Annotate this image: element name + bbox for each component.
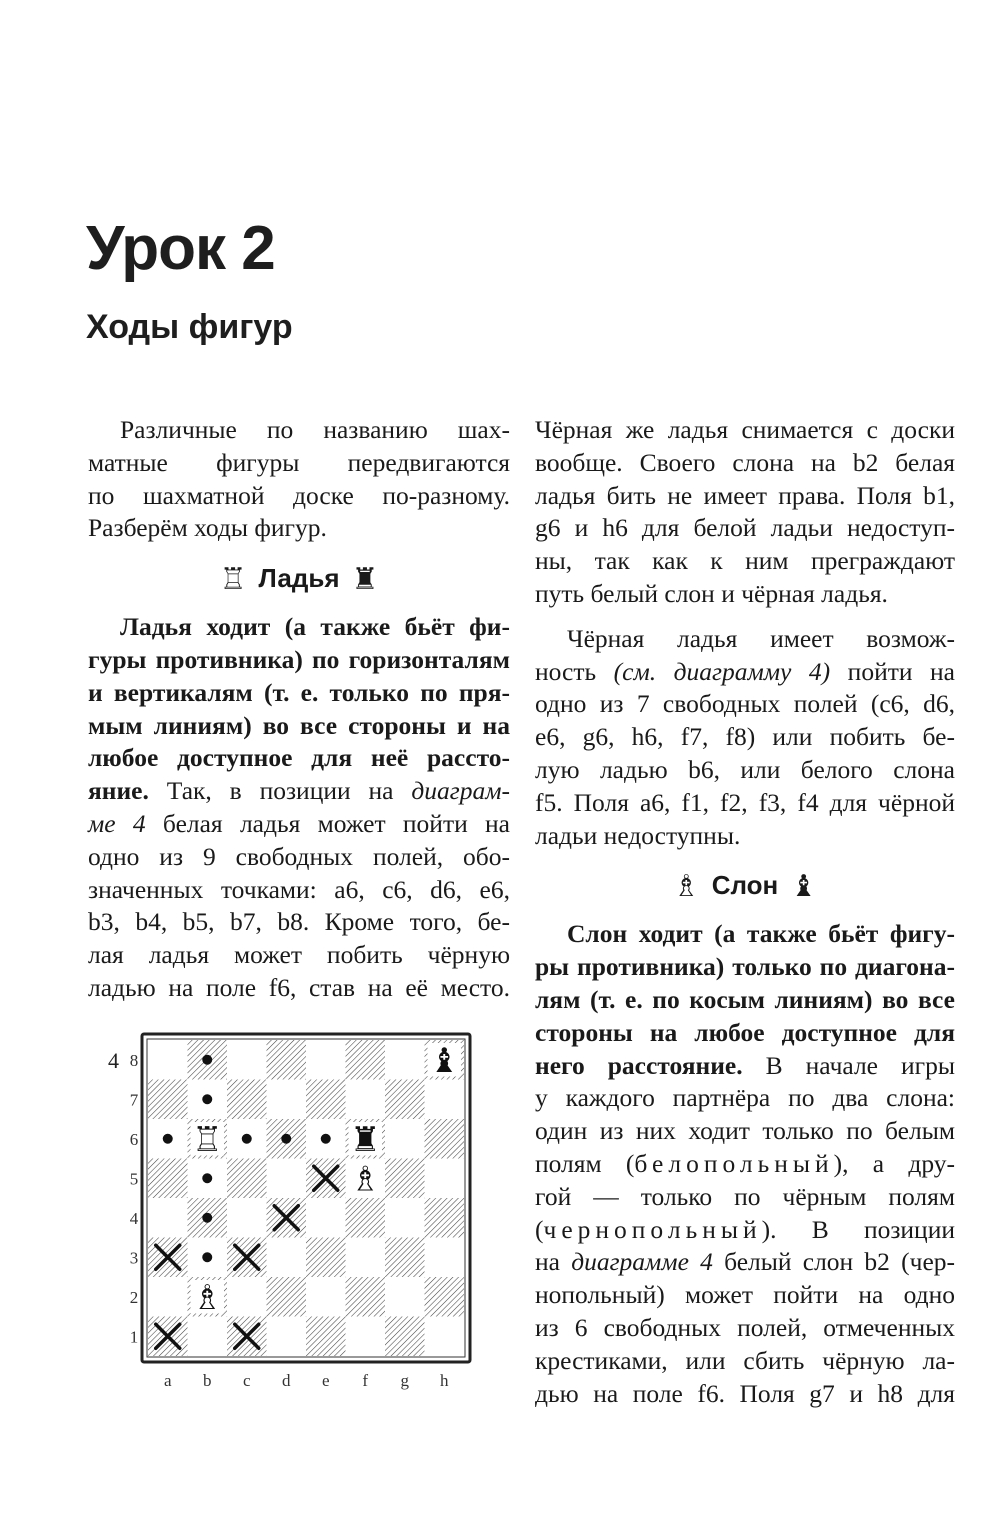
rank-label: 7 — [129, 1090, 139, 1110]
dark-square — [148, 1159, 188, 1199]
light-square — [346, 1238, 386, 1278]
text-line: Слон ходит (а также бьёт фигу- — [567, 919, 955, 949]
move-dot — [163, 1134, 173, 1144]
light-square — [425, 1080, 465, 1120]
rank-label: 5 — [129, 1169, 139, 1189]
light-square — [306, 1277, 346, 1317]
text-line: е6, g6, h6, f7, f8) или побить бе- — [535, 722, 955, 752]
file-label: c — [242, 1371, 251, 1390]
text-line — [535, 1148, 955, 1181]
left-column — [88, 414, 510, 1005]
light-square — [227, 1277, 267, 1317]
spaced-term: белопольный — [634, 1148, 834, 1178]
text-run: ность — [535, 656, 614, 686]
dark-square — [306, 1317, 346, 1357]
light-square — [148, 1277, 188, 1317]
light-square — [306, 1198, 346, 1238]
light-square — [267, 1080, 307, 1120]
white-rook-icon: ♖ — [192, 1119, 223, 1160]
move-dot — [202, 1252, 212, 1262]
rule-end: него расстояние. — [535, 1050, 743, 1080]
rank-label: 6 — [129, 1129, 139, 1149]
black-rook-icon: ♜ — [350, 1119, 381, 1160]
text-line — [535, 1246, 955, 1279]
rook-heading-label: Ладья — [258, 563, 340, 594]
text-line: ладья бить не имеет права. Поля b1, — [535, 480, 955, 510]
bishop-heading-label: Слон — [711, 870, 779, 901]
light-square — [346, 1080, 386, 1120]
diagram-number: 4 — [108, 1048, 119, 1073]
text-line: вообще. Своего слона на b2 белая — [535, 447, 955, 477]
text-line: стороны на любое доступное для — [535, 1017, 955, 1047]
text-line — [535, 656, 955, 689]
diagram-reference: ме 4 — [88, 808, 146, 838]
dark-square — [385, 1317, 425, 1357]
file-label: d — [282, 1371, 291, 1390]
dark-square — [227, 1080, 267, 1120]
bishop-rule-paragraph — [535, 918, 955, 1410]
light-square — [425, 1238, 465, 1278]
dark-square — [385, 1080, 425, 1120]
text-run: В начале игры — [742, 1050, 955, 1080]
text-line: гой — только по чёрным полям — [535, 1181, 955, 1211]
text-run: ), а дру- — [833, 1148, 955, 1178]
dark-square — [385, 1159, 425, 1199]
light-square — [385, 1119, 425, 1159]
file-label: f — [362, 1371, 369, 1390]
dark-square — [306, 1238, 346, 1278]
move-dot — [202, 1173, 212, 1183]
text-line: дью на поле f6. Поля g7 и h8 для — [535, 1378, 955, 1408]
dark-square — [267, 1277, 307, 1317]
text-line: ры противника) только по диагона- — [535, 952, 955, 982]
light-square — [267, 1317, 307, 1357]
text-line — [88, 775, 510, 808]
text-line: ладью на поле f6, став на её место. — [88, 972, 510, 1002]
diagram-reference: (см. диаграмму 4) — [613, 656, 831, 686]
dark-square — [425, 1198, 465, 1238]
dark-square — [227, 1159, 267, 1199]
text-line: Чёрная ладья имеет возмож- — [567, 623, 955, 653]
text-line: одно из 7 свободных полей (с6, d6, — [535, 689, 955, 719]
text-line: Разберём ходы фигур. — [88, 513, 327, 543]
text-run: пойти на — [830, 656, 955, 686]
move-dot — [281, 1134, 291, 1144]
file-label: h — [440, 1371, 449, 1390]
light-square — [306, 1040, 346, 1080]
rook-heading — [88, 545, 510, 611]
rank-label: 8 — [129, 1050, 139, 1070]
text-line — [535, 1214, 955, 1247]
dark-square — [267, 1040, 307, 1080]
move-dot — [202, 1094, 212, 1104]
rook-rule-paragraph — [88, 611, 510, 1005]
text-line — [535, 1050, 955, 1083]
dark-square — [306, 1080, 346, 1120]
black-rook-icon: ♜ — [351, 562, 379, 598]
spaced-term: чернопольный — [543, 1214, 762, 1244]
light-square — [227, 1198, 267, 1238]
text-line: лая ладья может побить чёрную — [88, 940, 510, 970]
text-line: нопольный) может пойти на одно — [535, 1280, 955, 1310]
text-line: g6 и h6 для белой ладьи недоступ- — [535, 513, 955, 543]
text-line: лям (т. е. по косым линиям) во все — [535, 984, 955, 1014]
light-square — [346, 1317, 386, 1357]
rank-label: 3 — [129, 1248, 139, 1268]
right-column — [535, 414, 955, 1410]
move-dot — [321, 1134, 331, 1144]
light-square — [425, 1159, 465, 1199]
diagram-reference: диаграмме 4 — [571, 1247, 713, 1277]
chapter-title: Урок 2 — [86, 214, 275, 283]
text-line: гуры противника) по горизонталям — [88, 644, 510, 674]
text-line: Ладья ходит (а также бьёт фи- — [120, 612, 510, 642]
text-run: ). В позиции — [761, 1214, 955, 1244]
text-line: Различные по названию шах- — [120, 415, 510, 444]
rank-label: 1 — [129, 1327, 139, 1347]
black-bishop-icon: ♝ — [429, 1040, 460, 1081]
dark-square — [425, 1277, 465, 1317]
light-square — [188, 1317, 228, 1357]
dark-square — [346, 1198, 386, 1238]
text-line: Чёрная же ладья снимается с доски — [535, 415, 955, 444]
text-run: на — [535, 1247, 572, 1277]
text-line: ны, так как к ним преграждают — [535, 546, 955, 576]
file-label: e — [321, 1371, 330, 1390]
text-line: по шахматной доске по-разному. — [88, 480, 510, 510]
file-label: a — [163, 1371, 172, 1390]
text-line: ладьи недоступны. — [535, 820, 741, 850]
intro-paragraph — [88, 414, 510, 545]
light-square — [148, 1040, 188, 1080]
text-line: любое доступное для неё рассто- — [88, 743, 510, 773]
light-square — [267, 1159, 307, 1199]
text-line: из 6 свободных полей, отмеченных — [535, 1312, 955, 1342]
move-dot — [202, 1055, 212, 1065]
text-line: мым линиям) во все стороны и на — [88, 710, 510, 740]
move-dot — [202, 1213, 212, 1223]
white-bishop-icon: ♗ — [192, 1277, 223, 1318]
text-line: у каждого партнёра по два слона: — [535, 1083, 955, 1113]
rule-end: яние. — [88, 776, 149, 806]
light-square — [148, 1198, 188, 1238]
light-square — [425, 1317, 465, 1357]
white-rook-icon: ♖ — [219, 562, 247, 598]
dark-square — [148, 1080, 188, 1120]
text-run: белая ладья может пойти на — [145, 808, 510, 838]
dark-square — [346, 1277, 386, 1317]
light-square — [267, 1238, 307, 1278]
light-square — [385, 1198, 425, 1238]
file-label: b — [203, 1371, 212, 1390]
text-line: лую ладью b6, или белого слона — [535, 754, 955, 784]
text-run: белый слон b2 (чер- — [712, 1247, 956, 1277]
bishop-heading — [535, 852, 955, 918]
text-line: f5. Поля а6, f1, f2, f3, f4 для чёрной — [535, 787, 955, 817]
text-line — [88, 808, 510, 841]
text-line: одно из 9 свободных полей, обо- — [88, 841, 510, 871]
text-line: матные фигуры передвигаются — [88, 447, 510, 477]
rank-label: 4 — [129, 1208, 139, 1228]
text-line: значенных точками: а6, с6, d6, е6, — [88, 874, 510, 904]
rank-label: 2 — [129, 1287, 139, 1307]
text-run: Так, в позиции на — [148, 776, 412, 806]
text-run: полям ( — [535, 1148, 635, 1178]
light-square — [385, 1277, 425, 1317]
rook-continued-paragraph — [535, 414, 955, 611]
dark-square — [346, 1040, 386, 1080]
chapter-subtitle: Ходы фигур — [86, 308, 293, 346]
text-line: b3, b4, b5, b7, b8. Кроме того, бе- — [88, 907, 510, 937]
text-line: один из них ходит только по белым — [535, 1116, 955, 1146]
dark-square — [385, 1238, 425, 1278]
text-line: путь белый слон и чёрная ладья. — [535, 578, 888, 608]
chess-diagram — [100, 1030, 480, 1390]
black-bishop-icon: ♝ — [790, 869, 818, 905]
move-dot — [242, 1134, 252, 1144]
chess-board — [100, 1030, 480, 1390]
text-run: ( — [535, 1214, 544, 1244]
black-rook-paragraph — [535, 623, 955, 853]
text-line: крестиками, или сбить чёрную ла- — [535, 1345, 955, 1375]
file-label: g — [400, 1371, 409, 1390]
light-square — [385, 1040, 425, 1080]
white-bishop-icon: ♗ — [350, 1159, 381, 1200]
diagram-reference: диаграм- — [411, 776, 510, 806]
dark-square — [425, 1119, 465, 1159]
white-bishop-icon: ♗ — [672, 869, 700, 905]
text-line: и вертикалям (т. е. только по пря- — [88, 677, 510, 707]
light-square — [227, 1040, 267, 1080]
